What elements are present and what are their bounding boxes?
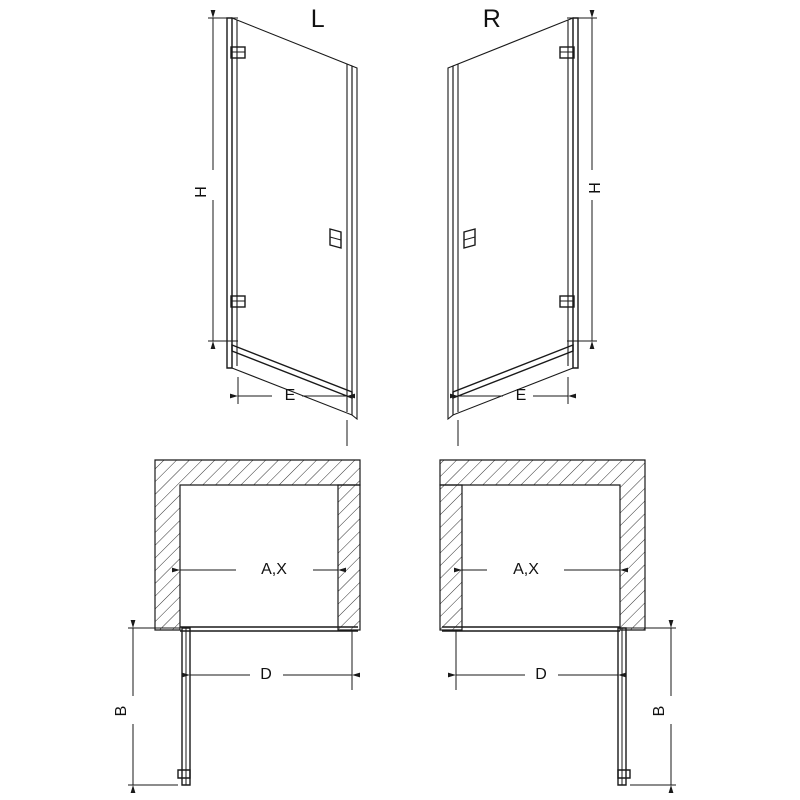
wall-hatch-right-plan xyxy=(440,460,645,630)
hinge-bottom-right xyxy=(560,296,574,307)
variant-label-left: L xyxy=(310,5,326,33)
glass-panel-right xyxy=(453,18,573,415)
plan-left xyxy=(113,460,360,785)
dimension-label-ax-left: A,X xyxy=(261,561,287,579)
hinge-top-right xyxy=(560,47,574,58)
dimension-label-d-right: D xyxy=(535,666,547,684)
handle-knob-left xyxy=(330,229,341,248)
plan-right xyxy=(440,460,676,785)
glass-thickness-left xyxy=(352,66,357,419)
variant-label-right: R xyxy=(482,5,502,33)
wall-hatch-left-plan xyxy=(155,460,360,630)
elevation-left xyxy=(193,5,357,446)
dimension-label-e-right: E xyxy=(515,387,527,405)
wall-hatch-right-plan-jamb xyxy=(440,485,462,630)
door-handle-right-plan xyxy=(618,770,630,778)
wall-hatch-left-plan-jamb xyxy=(338,485,360,630)
handle-knob-right xyxy=(464,229,475,248)
dimension-label-d-left: D xyxy=(260,666,272,684)
dimension-label-e-left: E xyxy=(284,387,296,405)
wall-profile-left xyxy=(227,18,232,368)
elevation-right xyxy=(448,5,604,446)
dimension-label-h-left: H xyxy=(193,186,210,198)
dimension-label-h-right: H xyxy=(587,182,604,194)
glass-panel-left xyxy=(232,18,352,415)
wall-profile-right xyxy=(573,18,578,368)
dimension-label-b-right: B xyxy=(651,705,668,717)
bottom-rail-right xyxy=(453,345,573,398)
door-handle-left-plan xyxy=(178,770,190,778)
glass-thickness-right xyxy=(448,66,453,419)
dimension-label-ax-right: A,X xyxy=(513,561,539,579)
hinge-top-left xyxy=(231,47,245,58)
hinge-bottom-left xyxy=(231,296,245,307)
dimension-label-b-left: B xyxy=(113,705,130,717)
